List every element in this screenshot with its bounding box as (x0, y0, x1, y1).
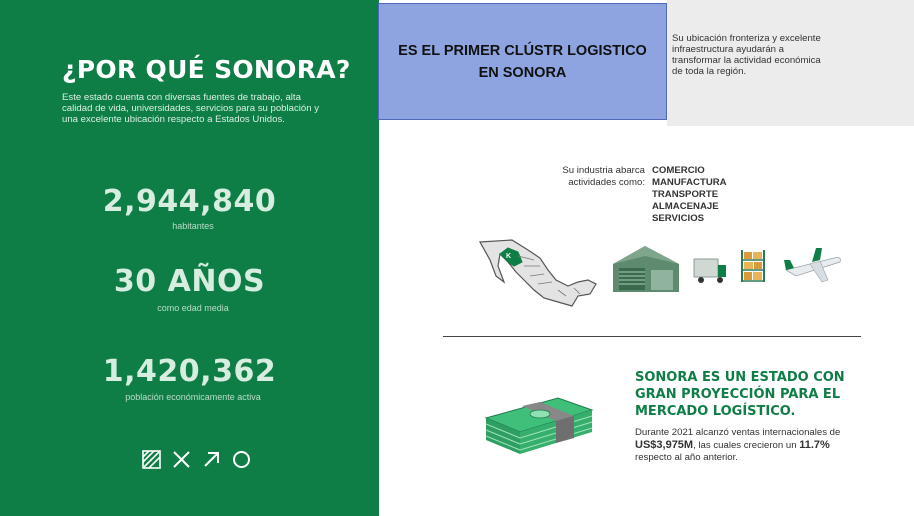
stat-population-value: 2,944,840 (102, 184, 277, 219)
sales-text-part: , las cuales crecieron un (693, 440, 800, 451)
sales-text (635, 427, 845, 464)
stat-age-value: 30 AÑOS (113, 264, 266, 299)
stat-workforce-value: 1,420,362 (102, 354, 277, 389)
money-stack-icon (484, 380, 596, 456)
svg-text:K: K (506, 253, 512, 260)
industry-item: MANUFACTURA (652, 177, 727, 188)
sales-text-part: respecto al año anterior. (635, 452, 738, 463)
truck-icon (692, 255, 728, 285)
warehouse-icon (611, 242, 681, 294)
shelves-icon (740, 248, 766, 284)
header-title: ES EL PRIMER CLÚSTR LOGISTICO EN SONORA (398, 42, 647, 81)
x-icon[interactable] (172, 450, 191, 469)
stripes-logo-icon[interactable] (142, 450, 161, 469)
page-title: ¿POR QUÉ SONORA? (62, 55, 351, 84)
industry-item: SERVICIOS (652, 213, 705, 224)
left-panel (0, 0, 379, 516)
stat-workforce-label: población económicamente activa (125, 392, 261, 402)
intro-description: Este estado cuenta con diversas fuentes de trabajo, alta calidad de vida, universidades, servicios para su población y una excelente ubicación respecto a Estados Unidos. (62, 92, 320, 125)
sales-text-part: Durante 2021 alcanzó ventas internacionales de (635, 427, 841, 438)
stat-age-label: como edad media (157, 303, 229, 313)
location-panel (667, 0, 914, 126)
growth-percent: 11.7% (799, 439, 830, 451)
stat-population-label: habitantes (172, 221, 214, 231)
airplane-icon (782, 242, 844, 288)
location-text: Su ubicación fronteriza y excelente infraestructura ayudarán a transformar la actividad económica de toda la región. (672, 33, 821, 77)
social-links (142, 450, 251, 469)
industry-list (652, 165, 727, 225)
sales-amount: US$3,975M (635, 439, 694, 451)
projection-title: SONORA ES UN ESTADO CON GRAN PROYECCIÓN PARA EL MERCADO LOGÍSTICO. (635, 370, 845, 419)
header-box (378, 3, 667, 120)
circle-icon[interactable] (232, 450, 251, 469)
industry-item: ALMACENAJE (652, 201, 719, 212)
industry-item: COMERCIO (652, 165, 705, 176)
mexico-map-icon (478, 236, 600, 308)
industry-intro: Su industria abarca actividades como: (562, 165, 645, 188)
industry-item: TRANSPORTE (652, 189, 719, 200)
arrow-up-right-icon[interactable] (202, 450, 221, 469)
section-divider (443, 336, 861, 337)
